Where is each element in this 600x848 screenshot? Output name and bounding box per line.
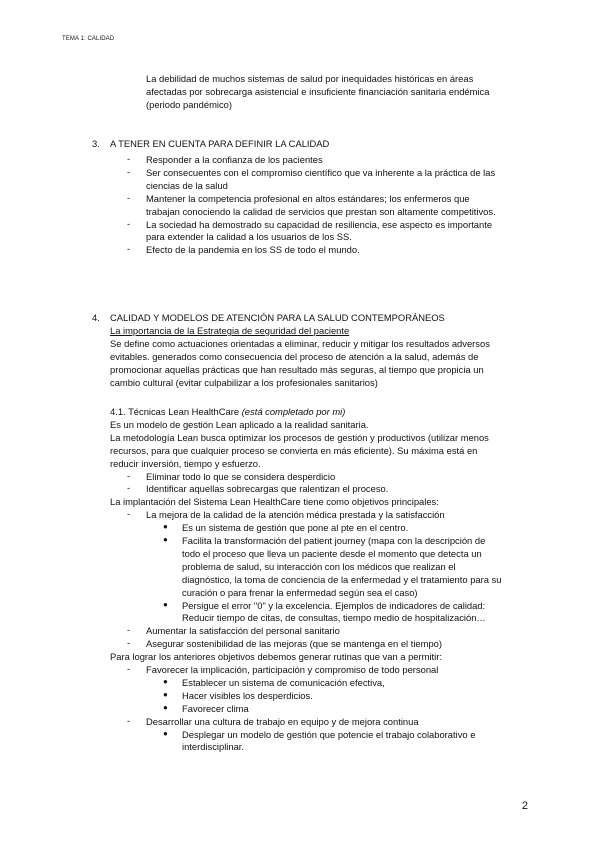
list-item-line: Identificar aquellas sobrecargas que ralentizan el proceso.	[146, 483, 389, 495]
dash-marker: -	[127, 165, 131, 177]
bullet-item-line: todo el proceso que lleva un paciente desde el momento que detecta un	[182, 547, 482, 559]
dash-marker: -	[127, 191, 131, 203]
bullet-item-line: interdisciplinar.	[182, 741, 245, 753]
dash-marker: -	[127, 663, 131, 674]
paragraph-line: Para lograr los anteriores objetivos debemos generar rutinas que van a permitir:	[110, 651, 442, 663]
paragraph-line: La implantación del Sistema Lean HealthCare tiene como objetivos principales:	[110, 496, 439, 508]
intro-paragraph-line: La debilidad de muchos sistemas de salud por inequidades históricas en áreas	[146, 73, 474, 84]
list-item-line: Efecto de la pandemia en los SS de todo el mundo.	[146, 244, 360, 256]
paragraph-line: Es un modelo de gestión Lean aplicado a la realidad sanitaria.	[110, 418, 369, 430]
dash-marker: -	[127, 637, 131, 649]
bullet-item-line: Es un sistema de gestión que pone al pte en el centro.	[182, 522, 409, 534]
routine-line: Desarrollar una cultura de trabajo en equipo y de mejora continua	[146, 715, 419, 727]
objective-line: La mejora de la calidad de la atención médica prestada y la satisfacción	[146, 509, 445, 521]
dash-marker: -	[127, 153, 131, 164]
bullet-marker: ●	[163, 689, 168, 699]
bullet-item-line: Persigue el error "0" y la excelencia. Ejemplos de indicadores de calidad:	[182, 599, 486, 611]
list-item-line: Eliminar todo lo que se considera desperdicio	[146, 470, 336, 482]
bullet-marker: ●	[163, 728, 168, 738]
dash-marker: -	[127, 714, 131, 726]
dash-marker: -	[127, 508, 131, 520]
bullet-item-line: Establecer un sistema de comunicación efectiva,	[182, 676, 385, 688]
bullet-item-line: Reducir tiempo de citas, de consultas, tiempo medio de hospitalización…	[182, 612, 486, 624]
list-item-line: La sociedad ha demostrado su capacidad de resiliencia, ese aspecto es importante	[146, 218, 493, 230]
bullet-item-line: Hacer visibles los desperdicios.	[182, 689, 313, 701]
dash-marker: -	[127, 624, 131, 636]
bullet-item-line: diagnóstico, la toma de conciencia de la enfermedad y el tratamiento para su	[182, 573, 502, 585]
section-title: A TENER EN CUENTA PARA DEFINIR LA CALIDAD	[110, 138, 330, 149]
objective-line: Asegurar sostenibilidad de las mejoras (que se mantenga en el tiempo)	[146, 638, 442, 650]
list-item-line: trabajan conociendo la calidad de servicios que prestan son altamente competitivos.	[146, 205, 496, 217]
list-item-line: Responder a la confianza de los pacientes	[146, 154, 323, 165]
section-subtitle: La importancia de la Estrategia de seguridad del paciente	[110, 325, 350, 336]
paragraph-line: cambio cultural (evitar culpabilizar a los profesionales sanitarios)	[110, 376, 378, 388]
list-item-line: ciencias de la salud	[146, 179, 228, 191]
page-header: TEMA 1: CALIDAD	[62, 36, 115, 42]
bullet-marker: ●	[163, 676, 168, 686]
bullet-item-line: curación o para frenar la enfermedad según sea el caso)	[182, 586, 418, 598]
section-title: CALIDAD Y MODELOS DE ATENCIÓN PARA LA SALUD CONTEMPORÁNEOS	[110, 312, 445, 323]
paragraph-line: promocionar aquellas prácticas que han resultado más seguras, al tiempo que propicia un	[110, 363, 484, 375]
list-item-line: para extender la calidad a los usuarios de los SS.	[146, 231, 352, 243]
dash-marker: -	[127, 217, 131, 229]
bullet-marker: ●	[163, 702, 168, 712]
bullet-marker: ●	[163, 522, 168, 532]
dash-marker: -	[127, 482, 131, 494]
section-number: 4.	[92, 312, 100, 323]
paragraph-line: reducir inversión, tiempo y esfuerzo.	[110, 457, 261, 469]
paragraph-line: evitables. generados como consecuencia del proceso de atención a la salud, además de	[110, 350, 479, 362]
intro-paragraph-line: (periodo pandémico)	[146, 98, 232, 110]
list-item-line: Mantener la competencia profesional en altos estándares; los enfermeros que	[146, 192, 470, 204]
bullet-item-line: Favorecer clima	[182, 702, 249, 714]
subsection-heading: 4.1. Técnicas Lean HealthCare (está completado por mi)	[110, 406, 346, 417]
bullet-marker: ●	[163, 535, 168, 544]
routine-line: Favorecer la implicación, participación y compromiso de todo personal	[146, 664, 439, 675]
dash-marker: -	[127, 243, 131, 255]
dash-marker: -	[127, 469, 131, 481]
bullet-item-line: Desplegar un modelo de gestión que potencie el trabajo colaborativo e	[182, 728, 476, 740]
section-number: 3.	[92, 138, 100, 149]
author-note: (está completado por mi)	[241, 406, 346, 417]
objective-line: Aumentar la satisfacción del personal sanitario	[146, 625, 340, 637]
bullet-item-line: problema de salud, su interacción con los médicos que realizan el	[182, 560, 456, 572]
paragraph-line: Se define como actuaciones orientadas a eliminar, reducir y mitigar los resultados adversos	[110, 337, 490, 349]
page-number: 2	[521, 800, 528, 812]
list-item-line: Ser consecuentes con el compromiso científico que va inherente a la práctica de las	[146, 166, 496, 178]
paragraph-line: recursos, para que cualquier proceso se convierta en más eficiente). Su máxima está en	[110, 444, 478, 456]
bullet-marker: ●	[163, 599, 168, 609]
intro-paragraph-line: afectadas por sobrecarga asistencial e insuficiente financiación sanitaria endémica	[146, 85, 490, 97]
paragraph-line: La metodología Lean busca optimizar los procesos de gestión y productivos (utilizar menos	[110, 431, 489, 443]
bullet-item-line: Facilita la transformación del patient journey (mapa con la descripción de	[182, 535, 486, 546]
